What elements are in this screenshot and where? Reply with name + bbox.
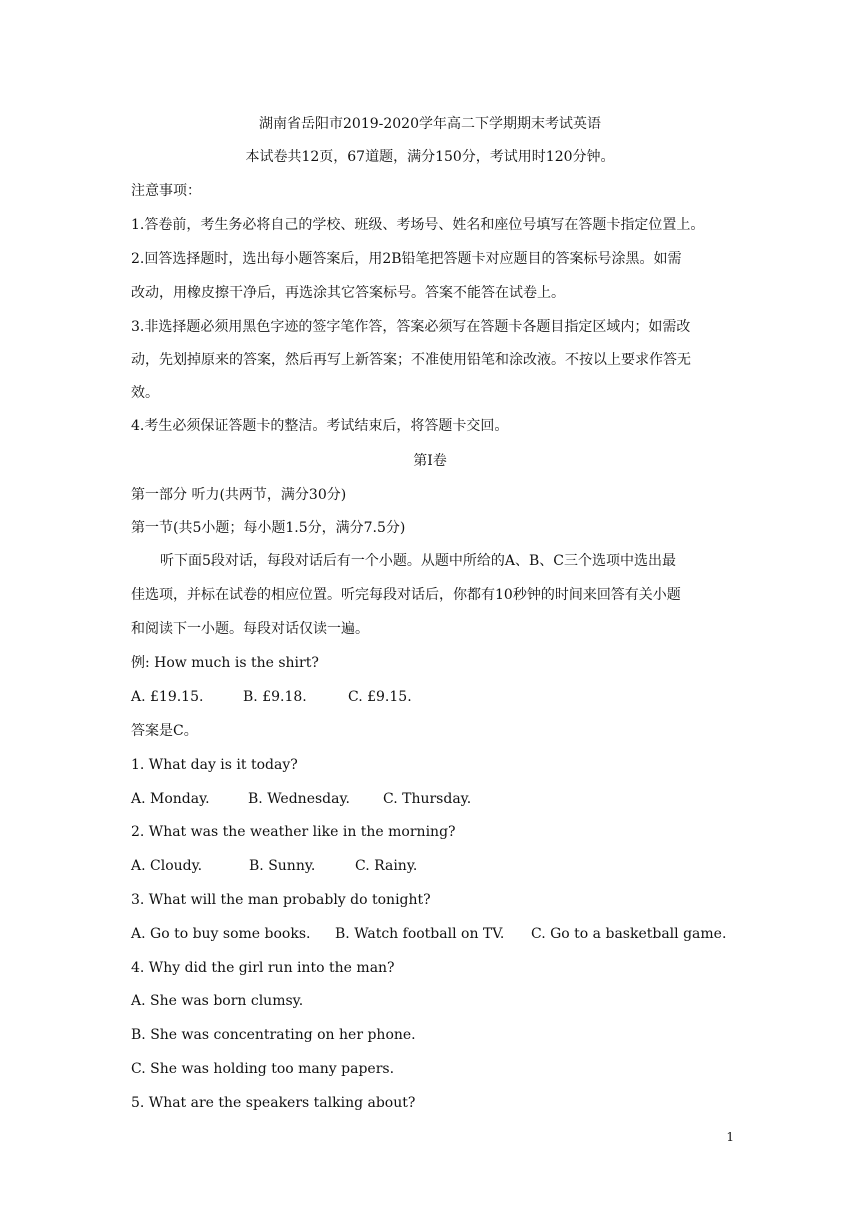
- example-options: [131, 688, 412, 706]
- question: 4. Why did the girl run into the man?: [131, 960, 395, 976]
- question: 3. What will the man probably do tonight?: [131, 892, 431, 908]
- question: 1. What day is it today?: [131, 757, 298, 773]
- question: 5. What are the speakers talking about?: [131, 1095, 416, 1111]
- section-heading: 第一节(共5小题；每小题1.5分，满分7.5分): [131, 520, 406, 536]
- notice-line: 效。: [131, 385, 159, 401]
- example-question: 例: How much is the shirt?: [131, 655, 319, 671]
- option: C. Thursday.: [383, 791, 472, 807]
- notice-line: 改动，用橡皮擦干净后，再选涂其它答案标号。答案不能答在试卷上。: [131, 285, 565, 301]
- option: B. Sunny.: [249, 858, 316, 874]
- option: A. Go to buy some books.: [131, 926, 311, 942]
- option: A. Cloudy.: [131, 858, 203, 874]
- option: C. Rainy.: [355, 858, 418, 874]
- option: A. £19.15.: [131, 689, 204, 705]
- question-options: [131, 790, 471, 808]
- option: A. She was born clumsy.: [131, 993, 304, 1009]
- option: C. £9.15.: [348, 689, 412, 705]
- option: B. She was concentrating on her phone.: [131, 1027, 416, 1043]
- option: C. Go to a basketball game.: [531, 926, 727, 942]
- instruction-line: 听下面5段对话，每段对话后有一个小题。从题中所给的A、B、C三个选项中选出最: [160, 553, 677, 569]
- instruction-line: 佳选项，并标在试卷的相应位置。听完每段对话后，你都有10秒钟的时间来回答有关小题: [131, 587, 681, 603]
- option: C. She was holding too many papers.: [131, 1061, 395, 1077]
- document-title: 湖南省岳阳市2019-2020学年高二下学期期末考试英语: [259, 116, 601, 132]
- part-heading: 第一部分 听力(共两节，满分30分): [131, 487, 347, 503]
- instruction-line: 和阅读下一小题。每段对话仅读一遍。: [131, 621, 369, 637]
- option: B. Wednesday.: [248, 791, 350, 807]
- page-number: 1: [726, 1130, 734, 1144]
- notice-line: 1.答卷前，考生务必将自己的学校、班级、考场号、姓名和座位号填写在答题卡指定位置上。: [131, 217, 705, 233]
- volume-heading: 第I卷: [413, 453, 447, 469]
- notice-heading: 注意事项：: [131, 183, 201, 199]
- option: B. Watch football on TV.: [335, 926, 505, 942]
- question-options: [131, 857, 417, 875]
- option: A. Monday.: [131, 791, 210, 807]
- question-options: [131, 925, 726, 943]
- notice-line: 4.考生必须保证答题卡的整洁。考试结束后，将答题卡交回。: [131, 418, 509, 434]
- notice-line: 3.非选择题必须用黑色字迹的签字笔作答，答案必须写在答题卡各题目指定区域内；如需改: [131, 319, 691, 335]
- document-subtitle: 本试卷共12页，67道题，满分150分，考试用时120分钟。: [245, 149, 615, 165]
- notice-line: 动，先划掉原来的答案，然后再写上新答案；不准使用铅笔和涂改液。不按以上要求作答无: [131, 352, 691, 368]
- notice-line: 2.回答选择题时，选出每小题答案后，用2B铅笔把答题卡对应题目的答案标号涂黑。如需: [131, 251, 682, 267]
- option: B. £9.18.: [243, 689, 307, 705]
- question: 2. What was the weather like in the morning?: [131, 824, 456, 840]
- example-answer: 答案是C。: [131, 723, 198, 739]
